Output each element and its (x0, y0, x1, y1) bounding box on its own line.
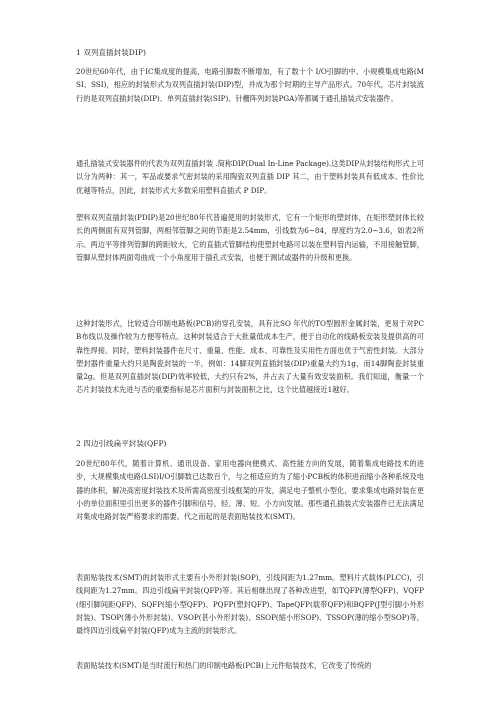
section-2-paragraph-2: 表面贴装技术(SMT)的封装形式主要有小外形封装(SOP)，引线间距为1.27mm。塑料片式载体(PLCC)，引线间距为1.27mm。四边引线扁平封装(QFP)等。其后相继出现了各种改进型，如TQFP(薄型QFP)、VQFP(细引脚间距QFP)、SQFP(缩小型QFP)、PQFP(塑封QFP)、TapeQFP(载带QFP)和BQFP(J型引脚小外形封装)、TSOP(薄小外形封装)、VSOP(甚小外形封装)、SSOP(缩小形SOP)、TSSOP(薄的缩小型SOP)等，最终四边引线扁平封装(QFP)成为主流的封装形式。 (76, 573, 424, 636)
section-1-paragraph-2: 通孔插装式安装器件的代表为双列直插封装 .简称DIP(Dual In-Line Package).这类DIP从封装结构形式上可以分为两种：其一，军品或要求气密封装的采用陶瓷双列直插 DIP 其二，由于塑料封装具有低成本、性价比优越等特点，因此，封装形式大多数采用塑料直插式 P DIP。 (76, 159, 424, 195)
section-1-heading: 1 双列直插封装DIP) (76, 48, 146, 57)
section-1-paragraph-1: 20世纪60年代，由于IC集成度的提高，电路引脚数不断增加，有了数十个 I/O引脚的中、小规模集成电路(MSI、SSI)，相应的封装形式为双列直插封装(DIP)型，并成为那个时期的主导产品形式。70年代，芯片封装流行的是双列直插封装(DIP)、单列直插封装(SIP)、针栅阵列封装PGA)等都属于通孔插装式安装器件。 (76, 67, 424, 103)
section-2-paragraph-3: 表面贴装技术(SMT)是当时流行和热门的印制电路板(PCB)上元件贴装技术，它改变了传统的 (76, 661, 372, 670)
section-2-heading: 2 四边引线扁平封装(QFP) (76, 439, 167, 448)
section-2-paragraph-1: 20世纪80年代，随着计算机、通讯设备、家用电器向便携式、高性能方向的发展，随着集成电路技术的进步，大规模集成电路(LSI)I/O引脚数已达数百个，与之相适应的为了缩小PCB板的体积进而缩小各种系统及电器的体积，解决高密度封装技术及所需高密度引线框架的开发，满足电子整机小型化，要求集成电路封装在更小的单位面积里引出更多的器件引脚和信号，轻、薄、短、小方向发展。那些通孔插装式安装器件已无法满足对集成电路封装严格要求的需要。代之而起的是表面贴装技术(SMT)。 (76, 459, 424, 522)
section-1-paragraph-3: 塑料双列直插封装(PDIP)是20世纪80年代普遍使用的封装形式，它有一个矩形的塑封体，在矩形塑封体长较长的两侧面有双列管脚，两相邻管脚之间的节距是2.54mm，引线数为6~84，厚度约为2.0~3.6，如表2所示。两边平等排列管脚的跨距较大，它的直插式管脚结构使塑封电路可以装在塑料管内运输，不用接触管脚，管脚从塑封体两面弯曲成一个小角度用于插孔式安装，也便于测试或器件的升级和更换。 (76, 213, 424, 262)
section-1-paragraph-4: 这种封装形式，比较适合印制电路板(PCB)的穿孔安装，具有比SO 年代的TO型圆形金属封装，更易于对PCB布线以及操作较为方便等特点。这种封装适合于大批量低成本生产，便于自动化的线路板安装及提供高的可靠性焊接。同时，塑料封装器件在尺寸、重量、性能、成本、可靠性及实用性方面也优于气密性封装。大部分塑封器件重量大约只是陶瓷封装的一半，例如：14脚双列直插封装(DIP)重量大约为1g，而14脚陶瓷封装重量2g。但是双列直插封装(DIP)效率较低，大约只有2%，并占去了大量有效安装面积。我们知道，衡量一个芯片封装技术先进与否的重要指标是芯片面积与封装面积之比，这个比值越接近1越好。 (76, 319, 424, 395)
